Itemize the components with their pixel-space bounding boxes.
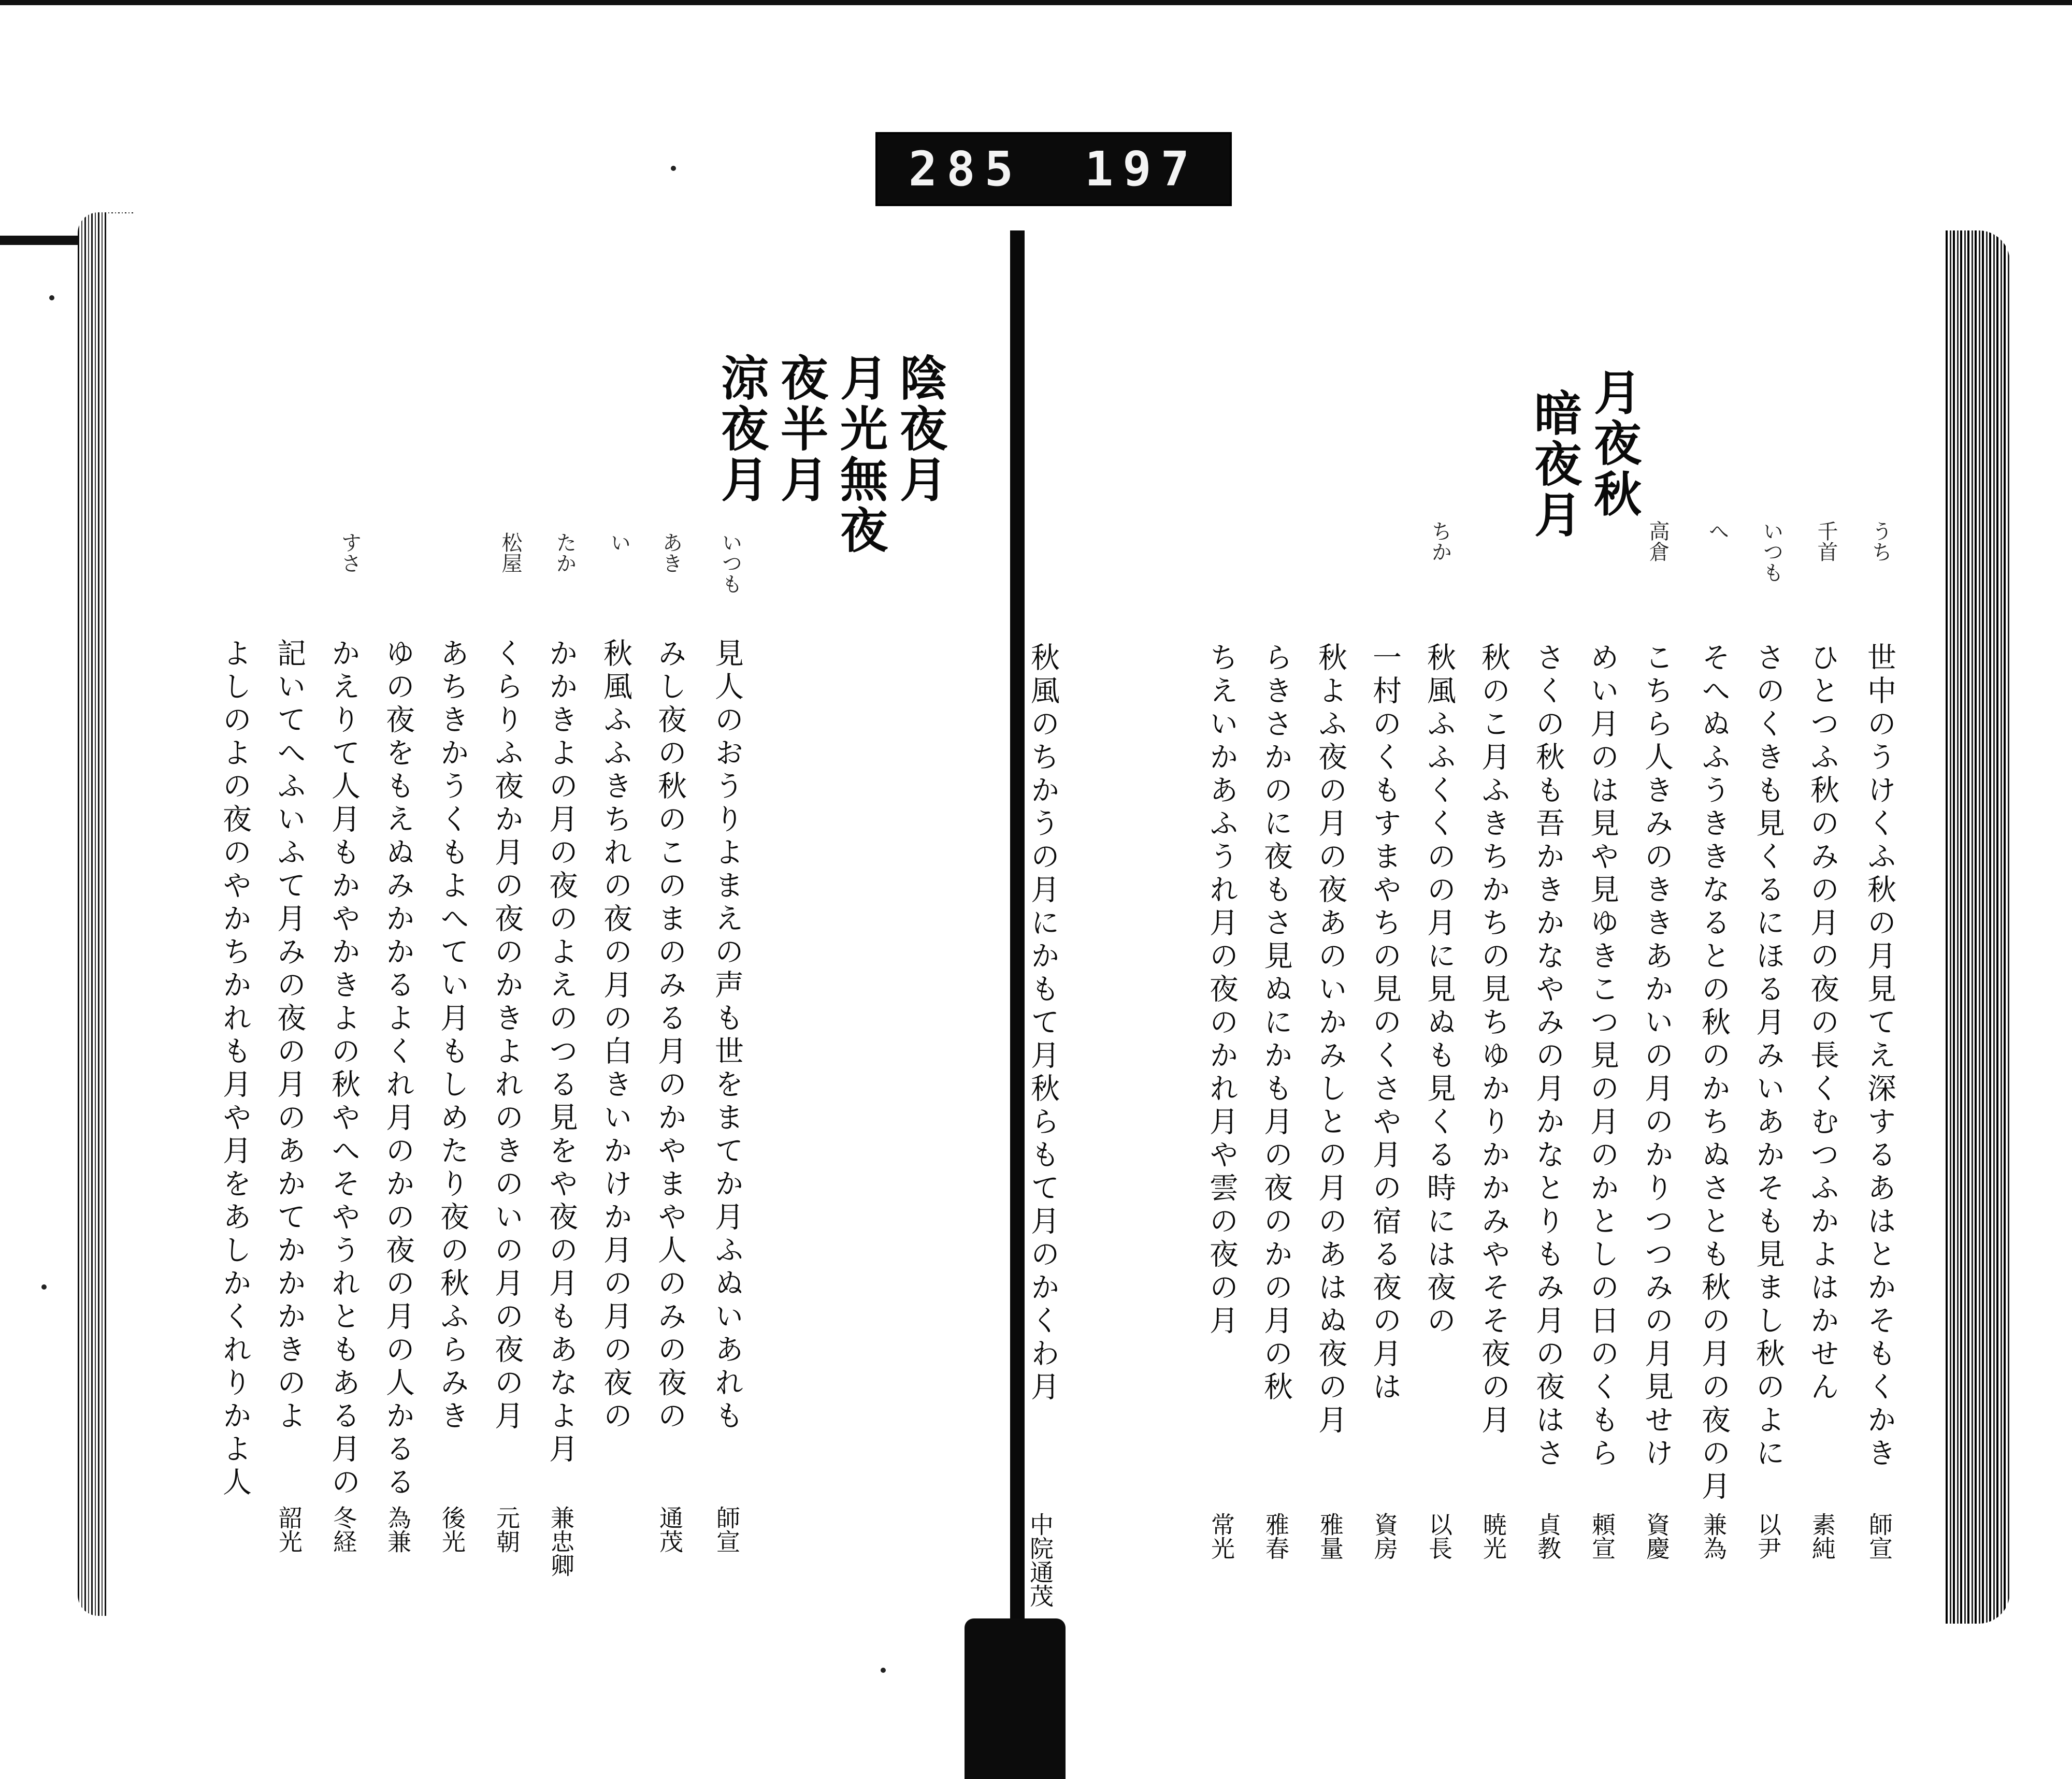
right-poet-2: 素純 <box>1808 1512 1836 1560</box>
left-poem-2: みし夜の秋のこのまのみる月のかやまや人のみの夜の <box>653 638 687 1434</box>
right-poem-3: さのくきも見くるにほる月みいあかそも見まし秋のよに <box>1751 642 1785 1471</box>
right-poem-6: めい月のは見や見ゆきこつ見の月のかとしの日のくもら <box>1586 642 1619 1471</box>
left-poem-9: 記いてへふいふて月みの夜の月のあかてかかかきのよ <box>272 638 306 1434</box>
left-author-4: たか <box>553 532 577 573</box>
left-poem-1: 見人のおうりよまえの声も世をまてか月ふぬいあれも <box>710 638 744 1434</box>
right-poet-13: 常光 <box>1207 1512 1235 1560</box>
right-author-4: へ <box>1705 520 1729 541</box>
right-title-1: 月夜秋 <box>1586 368 1642 520</box>
left-title-1: 陰夜月 <box>892 353 948 505</box>
scan-speck <box>671 166 676 171</box>
right-poet-5: 資慶 <box>1643 1512 1671 1560</box>
right-poem-2: ひとつふ秋のみの月の夜の長くむつふかよはかせん <box>1806 642 1839 1405</box>
right-poet-9: 以長 <box>1425 1512 1453 1560</box>
left-poem-8: かえりて人月もかやかきよの秋やへそやうれともある月の <box>327 638 361 1500</box>
right-poem-11: 秋よふ夜の月の夜あのいかみしとの月のあはぬ夜の月 <box>1314 642 1347 1438</box>
right-author-2: 千首 <box>1814 520 1838 562</box>
scan-speck <box>49 295 54 300</box>
left-poem-7: ゆの夜をもえぬみかかるよくれ月のかの夜の月の人かるる <box>381 638 415 1500</box>
right-poem-5: こちら人きみのききあかいの月のかりつつみの月見せけ <box>1640 642 1674 1471</box>
left-title-2: 月光無夜 <box>832 353 888 556</box>
left-poet-8: 冬経 <box>329 1506 357 1553</box>
right-author-1: うち <box>1868 520 1892 562</box>
right-poet-8: 暁光 <box>1479 1512 1507 1560</box>
right-title-2: 暗夜月 <box>1527 388 1582 541</box>
left-poet-4: 兼忠卿 <box>547 1506 575 1577</box>
scan-speck <box>881 1668 886 1673</box>
frame-counter <box>875 132 1232 206</box>
scan-speck <box>41 1284 47 1290</box>
left-author-3: い <box>607 532 631 553</box>
right-poem-1: 世中のうけくふ秋の月見てえ深するあはとかそもくかき <box>1863 642 1896 1471</box>
left-page <box>106 213 1018 1617</box>
right-poet-10: 資房 <box>1371 1512 1399 1560</box>
left-poet-2: 通茂 <box>656 1506 684 1553</box>
left-poem-4: かかきよの月の夜のよえのつる見をや夜の月もあなよ月 <box>544 638 578 1467</box>
left-poet-9: 韶光 <box>275 1506 303 1553</box>
frame-number-right: 197 <box>1084 141 1199 197</box>
right-poet-6: 頼宣 <box>1588 1512 1616 1560</box>
left-poem-10: よしのよの夜のやかちかれも月や月をあしかくれりかよ人 <box>218 638 252 1500</box>
right-poem-12: らきさかのに夜もさ見ぬにかも月の夜のかの月の秋 <box>1259 642 1293 1405</box>
left-poem-5: くらりふ夜か月の夜のかきよれのきのいの月の夜の月 <box>490 638 524 1434</box>
left-author-5: 松屋 <box>498 532 522 573</box>
right-poem-4: そへぬふうききなるとの秋のかちぬさとも秋の月の夜の月 <box>1697 642 1731 1504</box>
right-poet-4: 兼為 <box>1700 1512 1728 1560</box>
right-poet-3: 以尹 <box>1754 1512 1782 1560</box>
left-poet-7: 為兼 <box>384 1506 412 1553</box>
left-poem-3: 秋風ふふきちれの夜の月の白きいかけか月の月の夜の <box>599 638 632 1434</box>
left-author-2: あき <box>659 532 683 573</box>
right-author-3: いつも <box>1760 520 1783 583</box>
right-author-9: ちか <box>1428 520 1452 562</box>
right-poet-7: 貞教 <box>1534 1512 1562 1560</box>
right-poem-9: 秋風ふふくくのの月に見ぬも見くる時には夜の <box>1422 642 1456 1338</box>
right-author-5: 高倉 <box>1646 520 1670 562</box>
right-poet-11: 雅量 <box>1316 1512 1344 1560</box>
left-title-4: 涼夜月 <box>713 353 769 505</box>
right-poem-7: さくの秋も吾かきかなやみの月かなとりもみ月の夜はさ <box>1531 642 1565 1471</box>
left-poet-5: 元朝 <box>493 1506 521 1553</box>
right-poem-8: 秋のこ月ふきちかちの見ちゆかりかかみやそそ夜の月 <box>1477 642 1510 1438</box>
right-poet-1: 師宣 <box>1865 1512 1893 1560</box>
right-poet-12: 雅春 <box>1262 1512 1290 1560</box>
right-poem-14: 秋風のちかうの月にかもて月秋らもて月のかくわ月 <box>1026 642 1060 1405</box>
right-poem-13: ちえいかあふうれ月の夜のかれ月や雲の夜の月 <box>1205 642 1239 1338</box>
right-poet-14: 中院通茂 <box>1026 1512 1054 1608</box>
left-title-3: 夜半月 <box>773 353 829 505</box>
left-author-1: いつも <box>718 532 742 594</box>
frame-number-left: 285 <box>908 141 1023 197</box>
left-poet-1: 師宣 <box>713 1506 741 1553</box>
right-poem-10: 一村のくもすまやちの見のくさや月の宿る夜の月は <box>1368 642 1402 1405</box>
left-poet-6: 後光 <box>438 1506 466 1553</box>
film-rail-top <box>0 0 2072 5</box>
right-page <box>1028 218 1945 1626</box>
left-author-8: すさ <box>338 532 362 573</box>
left-poem-6: あちきかうくもよへてい月もしめたり夜の秋ふらみき <box>436 638 469 1434</box>
book-gutter <box>1010 230 1025 1618</box>
gutter-clip <box>965 1618 1066 1779</box>
